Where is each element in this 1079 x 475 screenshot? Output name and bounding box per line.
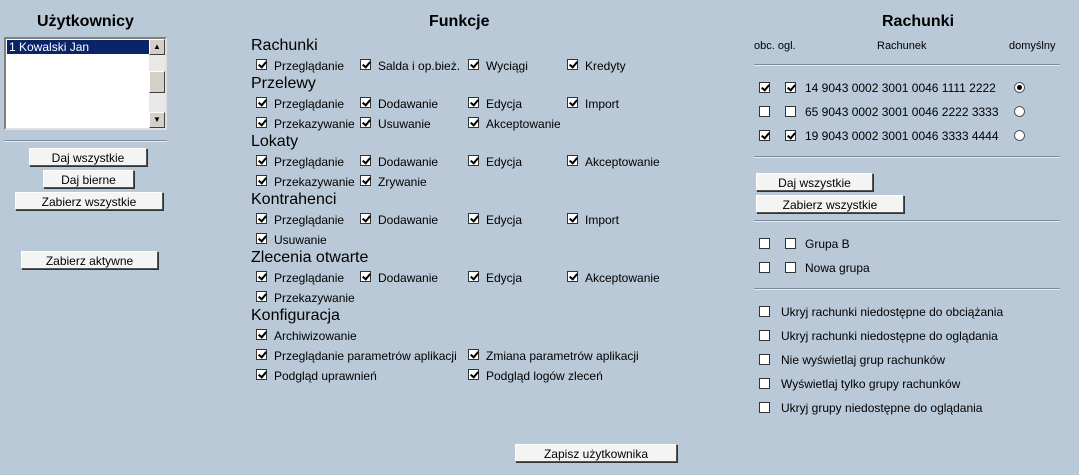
group-name: Nowa grupa <box>805 261 870 275</box>
label-hide-unviewable: Ukryj rachunki niedostępne do oglądania <box>781 329 998 343</box>
label-przelewy-edycja: Edycja <box>486 97 523 111</box>
checkbox-zlecenia-przegladanie[interactable] <box>256 271 267 282</box>
users-listbox[interactable] <box>4 37 167 130</box>
checkbox-przelewy-usuwanie[interactable] <box>360 117 371 128</box>
section-konfiguracja: Konfiguracja <box>251 307 340 324</box>
label-rachunki-wyciagi: Wyciągi <box>486 59 528 73</box>
checkbox-przelewy-przekazywanie[interactable] <box>256 117 267 128</box>
divider <box>4 140 167 142</box>
accounts-title: Rachunki <box>882 13 955 30</box>
checkbox-rachunki-przegladanie[interactable] <box>256 59 267 70</box>
checkbox-account-ogl[interactable] <box>785 106 796 117</box>
label-przelewy-usuwanie: Usuwanie <box>378 117 431 131</box>
label-lokaty-edycja: Edycja <box>486 155 523 169</box>
checkbox-kontrahenci-edycja[interactable] <box>468 213 479 224</box>
label-rachunki-kredyty: Kredyty <box>585 59 626 73</box>
checkbox-przelewy-akceptowanie[interactable] <box>468 117 479 128</box>
checkbox-group-obc[interactable] <box>759 238 770 249</box>
checkbox-account-obc[interactable] <box>759 106 770 117</box>
label-kontrahenci-import: Import <box>585 213 620 227</box>
account-number: 14 9043 0002 3001 0046 1111 2222 <box>805 81 996 95</box>
remove-active-button[interactable]: Zabierz aktywne <box>21 251 158 269</box>
checkbox-zlecenia-akceptowanie[interactable] <box>567 271 578 282</box>
checkbox-kontrahenci-dodawanie[interactable] <box>360 213 371 224</box>
label-kontrahenci-przegladanie: Przeglądanie <box>274 213 345 227</box>
label-rachunki-salda: Salda i op.bież. <box>378 59 461 73</box>
label-lokaty-przekazywanie: Przekazywanie <box>274 175 355 189</box>
remove-all-button[interactable]: Zabierz wszystkie <box>15 192 163 210</box>
label-konfiguracja-przegladanie-parametrow: Przeglądanie parametrów aplikacji <box>274 349 457 363</box>
save-user-button[interactable]: Zapisz użytkownika <box>515 444 677 462</box>
checkbox-zlecenia-przekazywanie[interactable] <box>256 291 267 302</box>
label-lokaty-dodawanie: Dodawanie <box>378 155 439 169</box>
section-zlecenia-otwarte: Zlecenia otwarte <box>251 249 369 266</box>
functions-title: Funkcje <box>429 13 490 30</box>
users-title: Użytkownicy <box>37 13 134 30</box>
label-przelewy-dodawanie: Dodawanie <box>378 97 439 111</box>
users-list-item[interactable]: 1 Kowalski Jan <box>7 40 150 54</box>
checkbox-zlecenia-dodawanie[interactable] <box>360 271 371 282</box>
checkbox-konfiguracja-podglad-uprawnien[interactable] <box>256 369 267 380</box>
checkbox-lokaty-przegladanie[interactable] <box>256 155 267 166</box>
checkbox-przelewy-import[interactable] <box>567 97 578 108</box>
label-kontrahenci-edycja: Edycja <box>486 213 523 227</box>
label-hide-unviewable-groups: Ukryj grupy niedostępne do oglądania <box>781 401 983 415</box>
checkbox-konfiguracja-archiwizowanie[interactable] <box>256 329 267 340</box>
checkbox-lokaty-zrywanie[interactable] <box>360 175 371 186</box>
label-only-groups: Wyświetlaj tylko grupy rachunków <box>781 377 961 391</box>
label-zlecenia-edycja: Edycja <box>486 271 523 285</box>
label-hide-groups: Nie wyświetlaj grup rachunków <box>781 353 946 367</box>
radio-account-default[interactable] <box>1014 82 1025 93</box>
checkbox-lokaty-dodawanie[interactable] <box>360 155 371 166</box>
checkbox-hide-unchargeable[interactable] <box>759 306 770 317</box>
label-zlecenia-przegladanie: Przeglądanie <box>274 271 345 285</box>
checkbox-rachunki-kredyty[interactable] <box>567 59 578 70</box>
checkbox-account-ogl[interactable] <box>785 130 796 141</box>
label-przelewy-akceptowanie: Akceptowanie <box>486 117 561 131</box>
checkbox-group-ogl[interactable] <box>785 262 796 273</box>
checkbox-konfiguracja-podglad-logow[interactable] <box>468 369 479 380</box>
checkbox-account-ogl[interactable] <box>785 82 796 93</box>
checkbox-hide-groups[interactable] <box>759 354 770 365</box>
divider <box>754 288 1060 290</box>
group-name: Grupa B <box>805 237 850 251</box>
accounts-give-all-button[interactable]: Daj wszystkie <box>756 173 873 191</box>
checkbox-przelewy-przegladanie[interactable] <box>256 97 267 108</box>
checkbox-konfiguracja-przegladanie-parametrow[interactable] <box>256 349 267 360</box>
divider <box>754 156 1060 158</box>
checkbox-kontrahenci-usuwanie[interactable] <box>256 233 267 244</box>
column-account: Rachunek <box>877 40 927 52</box>
label-zlecenia-akceptowanie: Akceptowanie <box>585 271 660 285</box>
label-lokaty-akceptowanie: Akceptowanie <box>585 155 660 169</box>
checkbox-rachunki-wyciagi[interactable] <box>468 59 479 70</box>
account-number: 19 9043 0002 3001 0046 3333 4444 <box>805 129 999 143</box>
checkbox-rachunki-salda[interactable] <box>360 59 371 70</box>
divider <box>754 220 1060 222</box>
checkbox-kontrahenci-przegladanie[interactable] <box>256 213 267 224</box>
label-konfiguracja-archiwizowanie: Archiwizowanie <box>274 329 357 343</box>
checkbox-account-obc[interactable] <box>759 82 770 93</box>
label-hide-unchargeable: Ukryj rachunki niedostępne do obciążania <box>781 305 1004 319</box>
label-lokaty-przegladanie: Przeglądanie <box>274 155 345 169</box>
checkbox-zlecenia-edycja[interactable] <box>468 271 479 282</box>
label-przelewy-przekazywanie: Przekazywanie <box>274 117 355 131</box>
radio-account-default[interactable] <box>1014 130 1025 141</box>
divider <box>754 64 1060 66</box>
account-number: 65 9043 0002 3001 0046 2222 3333 <box>805 105 999 119</box>
checkbox-lokaty-akceptowanie[interactable] <box>567 155 578 166</box>
scroll-thumb[interactable] <box>149 71 165 93</box>
label-rachunki-przegladanie: Przeglądanie <box>274 59 345 73</box>
label-przelewy-przegladanie: Przeglądanie <box>274 97 345 111</box>
section-rachunki: Rachunki <box>251 37 318 54</box>
scroll-up-icon[interactable]: ▲ <box>149 39 165 55</box>
checkbox-account-obc[interactable] <box>759 130 770 141</box>
label-lokaty-zrywanie: Zrywanie <box>378 175 427 189</box>
give-passive-button[interactable]: Daj bierne <box>43 170 134 188</box>
checkbox-lokaty-przekazywanie[interactable] <box>256 175 267 186</box>
label-przelewy-import: Import <box>585 97 620 111</box>
label-konfiguracja-zmiana-parametrow: Zmiana parametrów aplikacji <box>486 349 639 363</box>
checkbox-przelewy-edycja[interactable] <box>468 97 479 108</box>
users-scrollbar[interactable] <box>149 39 165 128</box>
label-zlecenia-przekazywanie: Przekazywanie <box>274 291 355 305</box>
checkbox-konfiguracja-zmiana-parametrow[interactable] <box>468 349 479 360</box>
checkbox-kontrahenci-import[interactable] <box>567 213 578 224</box>
section-kontrahenci: Kontrahenci <box>251 191 337 208</box>
checkbox-group-obc[interactable] <box>759 262 770 273</box>
radio-account-default[interactable] <box>1014 106 1025 117</box>
checkbox-przelewy-dodawanie[interactable] <box>360 97 371 108</box>
checkbox-lokaty-edycja[interactable] <box>468 155 479 166</box>
label-konfiguracja-podglad-logow: Podgląd logów zleceń <box>486 369 603 383</box>
accounts-remove-all-button[interactable]: Zabierz wszystkie <box>756 195 904 213</box>
section-przelewy: Przelewy <box>251 75 316 92</box>
column-default: domyślny <box>1009 40 1056 52</box>
label-kontrahenci-usuwanie: Usuwanie <box>274 233 327 247</box>
label-zlecenia-dodawanie: Dodawanie <box>378 271 439 285</box>
scroll-down-icon[interactable]: ▼ <box>149 112 165 128</box>
label-kontrahenci-dodawanie: Dodawanie <box>378 213 439 227</box>
checkbox-only-groups[interactable] <box>759 378 770 389</box>
give-all-button[interactable]: Daj wszystkie <box>29 148 147 166</box>
section-lokaty: Lokaty <box>251 133 299 150</box>
checkbox-hide-unviewable-groups[interactable] <box>759 402 770 413</box>
column-obc-ogl: obc. ogl. <box>754 40 796 52</box>
label-konfiguracja-podglad-uprawnien: Podgląd uprawnień <box>274 369 377 383</box>
checkbox-group-ogl[interactable] <box>785 238 796 249</box>
checkbox-hide-unviewable[interactable] <box>759 330 770 341</box>
